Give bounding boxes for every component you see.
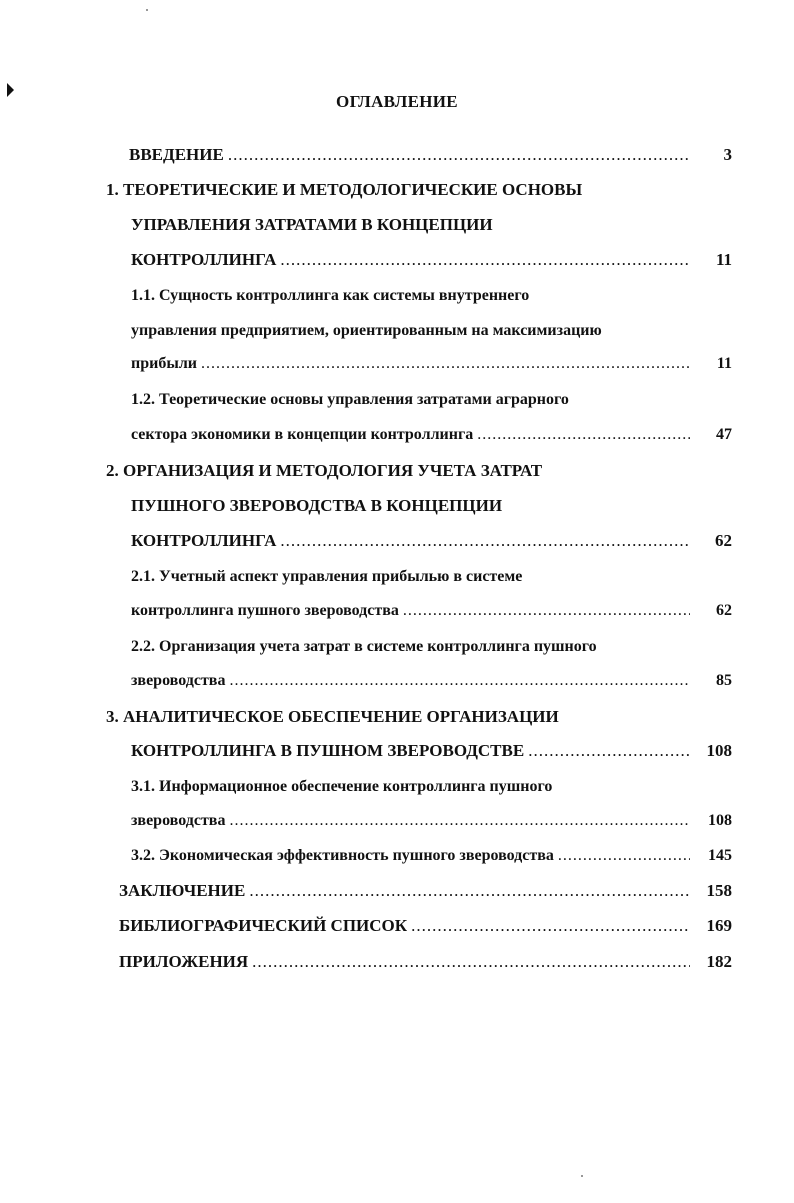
toc-entry-intro[interactable] bbox=[129, 143, 732, 167]
toc-page-number: 182 bbox=[706, 952, 732, 971]
leader-dots bbox=[403, 599, 690, 623]
toc-page-number: 3 bbox=[723, 145, 732, 164]
toc-entry-chapter-1[interactable] bbox=[131, 248, 732, 272]
toc-section-3-1-line-1[interactable]: 3.1. Информационное обеспечение контроллинга пушного bbox=[131, 778, 553, 795]
toc-chapter-2-line-2[interactable]: ПУШНОГО ЗВЕРОВОДСТВА В КОНЦЕПЦИИ bbox=[131, 496, 503, 515]
leader-dots bbox=[528, 739, 690, 763]
toc-title: ОГЛАВЛЕНИЕ bbox=[336, 92, 458, 111]
toc-section-1-1-line-2[interactable]: управления предприятием, ориентированным на максимизацию bbox=[131, 322, 602, 339]
toc-entry-label: звероводства bbox=[131, 672, 226, 689]
toc-page-number: 47 bbox=[716, 426, 732, 443]
scan-speck bbox=[146, 9, 148, 11]
toc-entry-bibliography[interactable] bbox=[119, 914, 732, 938]
toc-chapter-1-line-1[interactable]: 1. ТЕОРЕТИЧЕСКИЕ И МЕТОДОЛОГИЧЕСКИЕ ОСНОВЫ bbox=[106, 180, 583, 199]
toc-entry-section-1-2[interactable] bbox=[131, 423, 732, 447]
leader-dots bbox=[249, 879, 690, 903]
toc-entry-label: ЗАКЛЮЧЕНИЕ bbox=[119, 881, 246, 900]
leader-dots bbox=[201, 352, 690, 376]
toc-section-1-1-line-1[interactable]: 1.1. Сущность контроллинга как системы внутреннего bbox=[131, 287, 530, 304]
toc-chapter-2-line-1[interactable]: 2. ОРГАНИЗАЦИЯ И МЕТОДОЛОГИЯ УЧЕТА ЗАТРАТ bbox=[106, 461, 543, 480]
toc-page-number: 158 bbox=[706, 881, 732, 900]
toc-page-number: 108 bbox=[708, 812, 732, 829]
toc-entry-label: контроллинга пушного звероводства bbox=[131, 602, 399, 619]
toc-entry-conclusion[interactable] bbox=[119, 879, 732, 903]
leader-dots bbox=[280, 529, 690, 553]
leader-dots bbox=[229, 809, 690, 833]
toc-entry-label: КОНТРОЛЛИНГА bbox=[131, 531, 277, 550]
toc-section-2-1-line-1[interactable]: 2.1. Учетный аспект управления прибылью в системе bbox=[131, 568, 523, 585]
leader-dots bbox=[252, 950, 690, 974]
toc-section-2-2-line-1[interactable]: 2.2. Организация учета затрат в системе контроллинга пушного bbox=[131, 638, 597, 655]
toc-chapter-3-line-1[interactable]: 3. АНАЛИТИЧЕСКОЕ ОБЕСПЕЧЕНИЕ ОРГАНИЗАЦИИ bbox=[106, 707, 559, 726]
toc-page-number: 108 bbox=[706, 741, 732, 760]
toc-entry-chapter-2[interactable] bbox=[131, 529, 732, 553]
toc-entry-label: сектора экономики в концепции контроллинга bbox=[131, 426, 474, 443]
leader-dots bbox=[280, 248, 690, 272]
toc-page-number: 62 bbox=[716, 602, 732, 619]
toc-entry-section-2-1[interactable] bbox=[131, 599, 732, 623]
toc-entry-label: звероводства bbox=[131, 812, 226, 829]
toc-page-number: 62 bbox=[715, 531, 732, 550]
toc-entry-section-2-2[interactable] bbox=[131, 669, 732, 693]
toc-entry-label: ВВЕДЕНИЕ bbox=[129, 145, 224, 164]
toc-entry-section-3-1[interactable] bbox=[131, 809, 732, 833]
leader-dots bbox=[229, 669, 690, 693]
toc-entry-appendices[interactable] bbox=[119, 950, 732, 974]
toc-entry-chapter-3[interactable] bbox=[131, 739, 732, 763]
toc-page-number: 11 bbox=[715, 250, 732, 269]
toc-page-number: 169 bbox=[706, 916, 732, 935]
toc-entry-section-3-2[interactable] bbox=[131, 844, 732, 868]
toc-entry-section-1-1[interactable] bbox=[131, 352, 732, 376]
toc-entry-label: КОНТРОЛЛИНГА bbox=[131, 250, 277, 269]
toc-section-1-2-line-1[interactable]: 1.2. Теоретические основы управления затратами аграрного bbox=[131, 391, 569, 408]
leader-dots bbox=[477, 423, 690, 447]
leader-dots bbox=[411, 914, 690, 938]
toc-page-number: 145 bbox=[708, 847, 732, 864]
toc-entry-label: ПРИЛОЖЕНИЯ bbox=[119, 952, 249, 971]
toc-entry-label: БИБЛИОГРАФИЧЕСКИЙ СПИСОК bbox=[119, 916, 408, 935]
leader-dots bbox=[558, 844, 690, 868]
toc-entry-label: 3.2. Экономическая эффективность пушного звероводства bbox=[131, 847, 554, 864]
toc-entry-label: КОНТРОЛЛИНГА В ПУШНОМ ЗВЕРОВОДСТВЕ bbox=[131, 741, 525, 760]
scan-speck bbox=[581, 1175, 583, 1177]
leader-dots bbox=[228, 143, 690, 167]
toc-chapter-1-line-2[interactable]: УПРАВЛЕНИЯ ЗАТРАТАМИ В КОНЦЕПЦИИ bbox=[131, 215, 493, 234]
toc-page-number: 85 bbox=[716, 672, 732, 689]
toc-entry-label: прибыли bbox=[131, 355, 198, 372]
toc-page-number: 11 bbox=[716, 355, 732, 372]
